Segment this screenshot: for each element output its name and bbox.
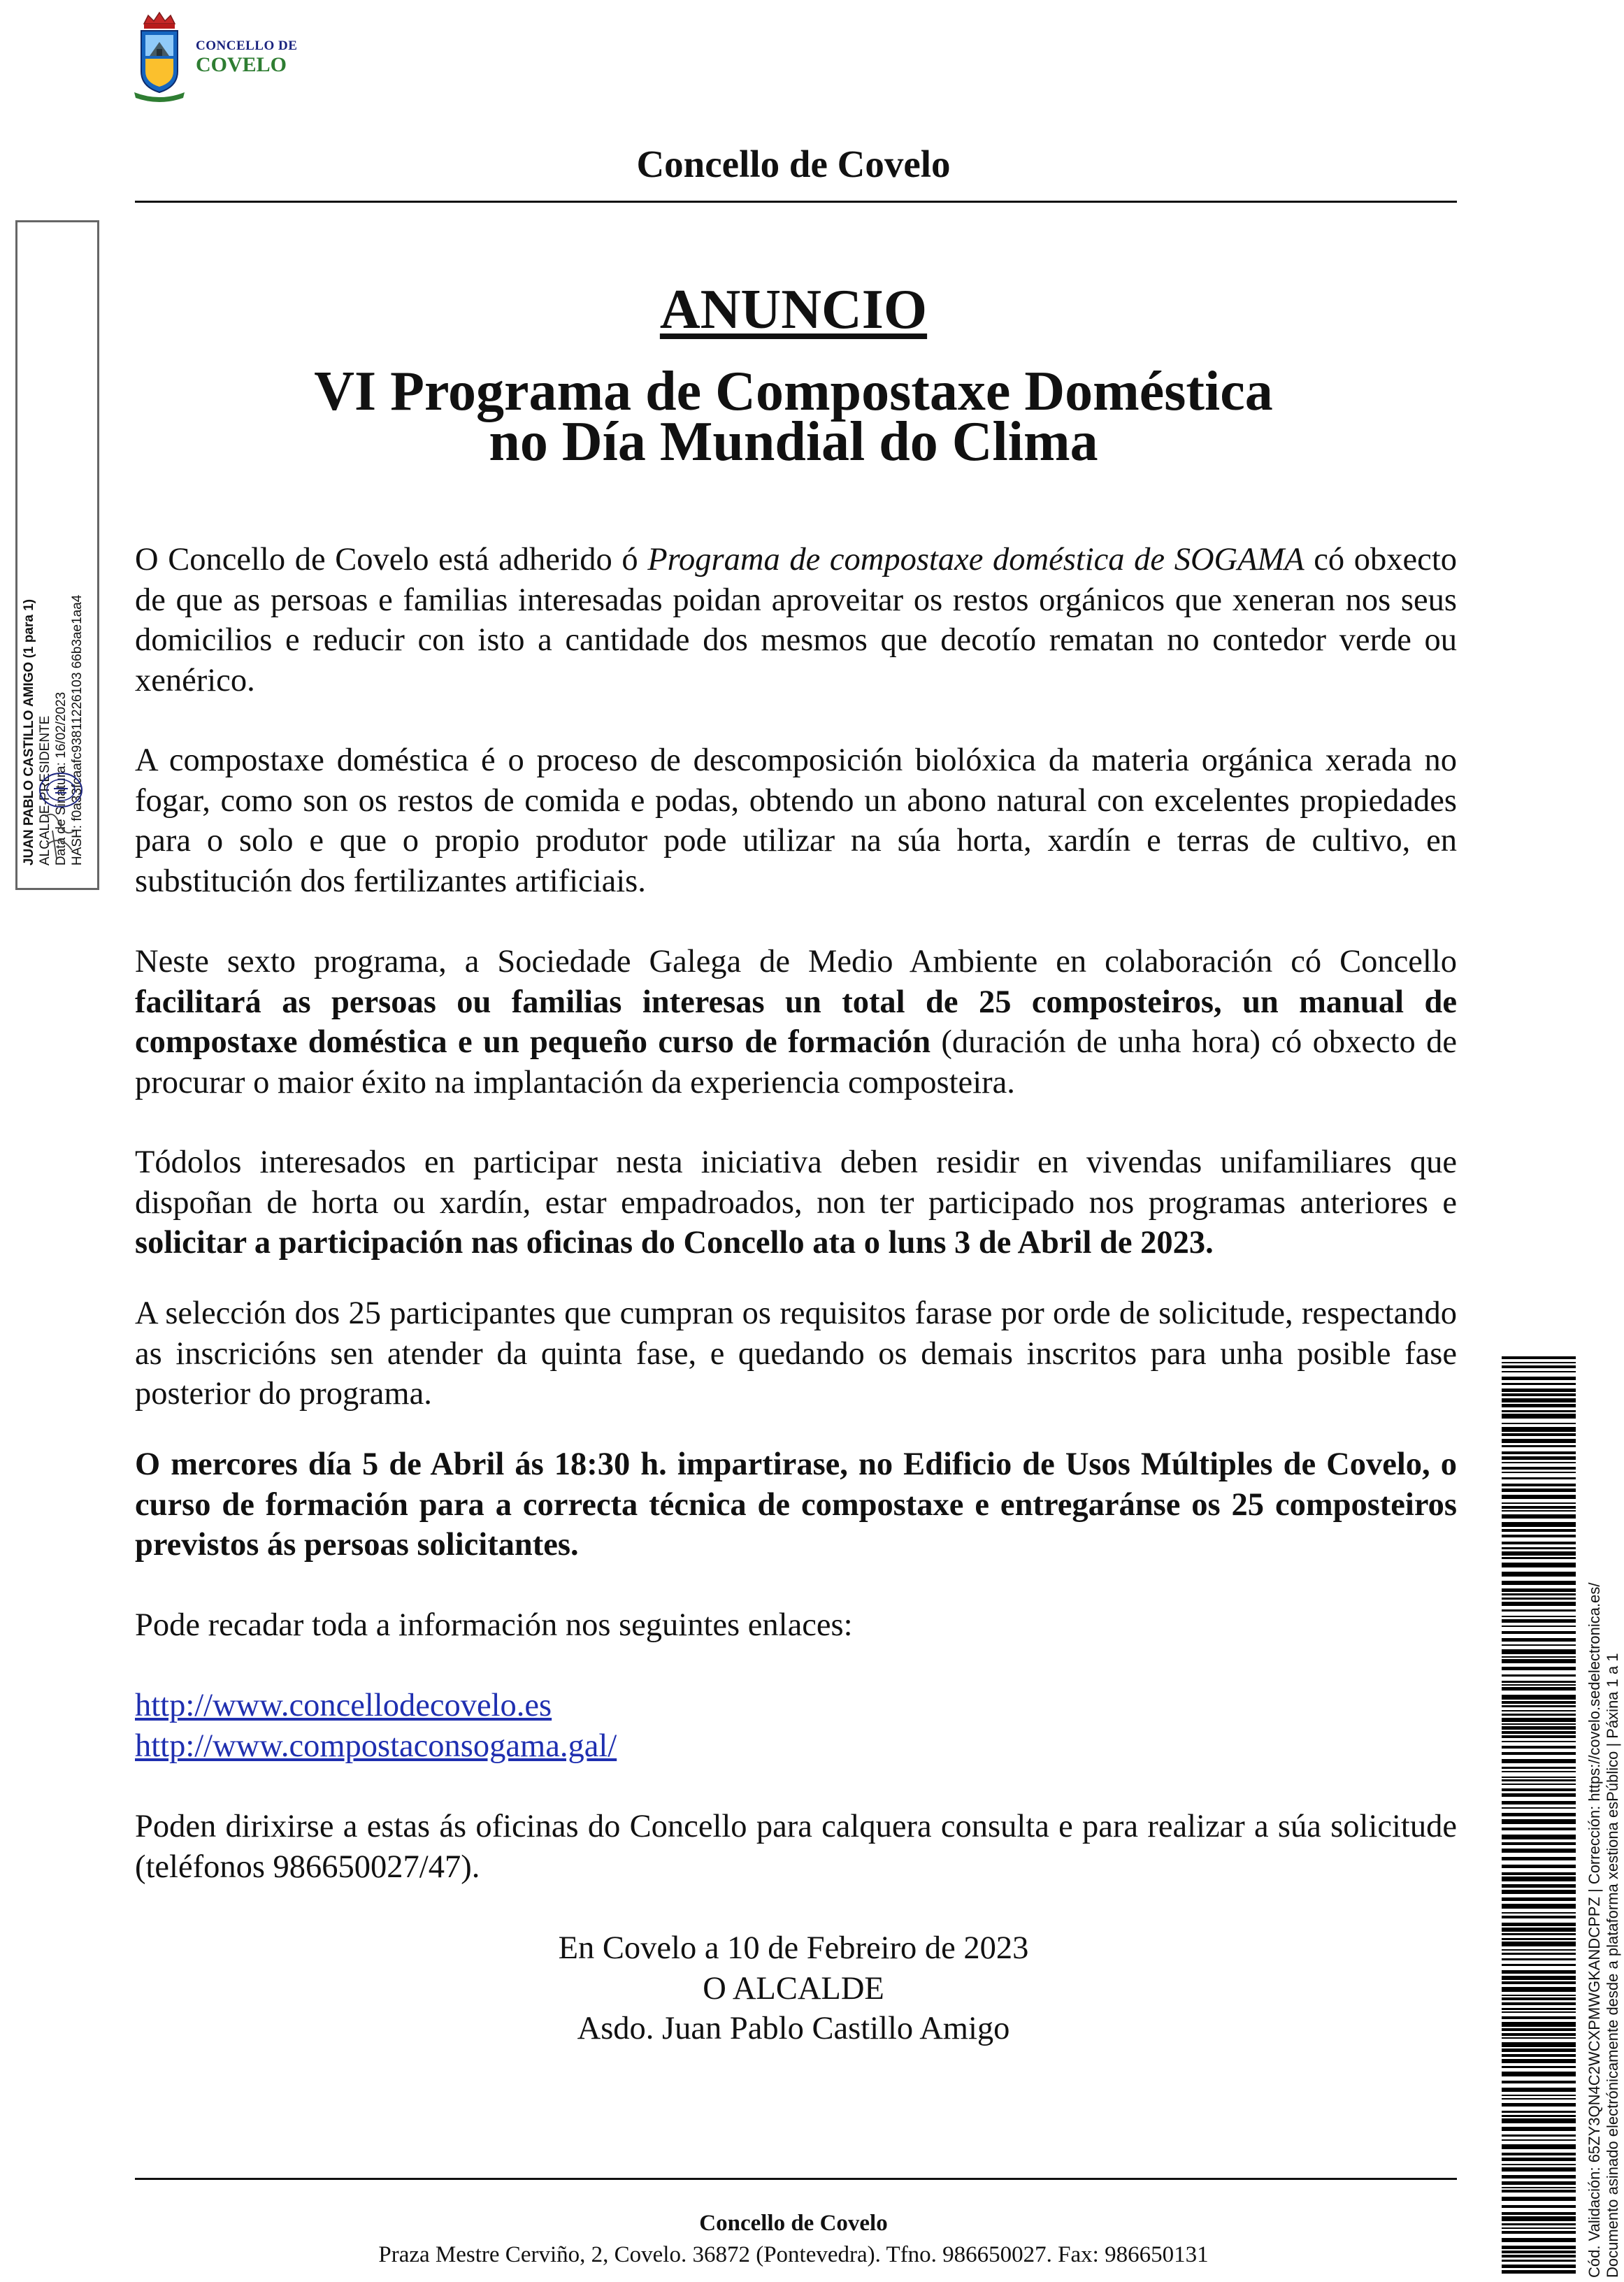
header-divider — [135, 201, 1457, 203]
p6-text-bold: O mercores día 5 de Abril ás 18:30 h. impartirase, no Edificio de Usos Múltiples de Covelo, o curso de formación para a correcta técnica de compostaxe e entregaránse os 25 composteiros previstos ás persoas solicitantes. — [135, 1447, 1457, 1563]
paragraph-course — [135, 1444, 1457, 1565]
paragraph-selection — [135, 1293, 1457, 1414]
document-subtitle — [0, 361, 1587, 473]
paragraph-contact — [135, 1807, 1457, 1887]
p2-text: A compostaxe doméstica é o proceso de descomposición biolóxica da materia orgánica xerada no fogar, como son os restos de comida e podas, obtendo un abono natural con excelentes propiedades para o solo e que o propio produtor pode utilizar na súa horta, xardín e terras de cultivo, en substitución dos fertilizantes artificiais. — [135, 742, 1457, 899]
p3-text-bold: facilitará as persoas ou familias interesas un total de 25 composteiros, un manual de compostaxe doméstica e un pequeño curso de formación — [135, 984, 1457, 1060]
p7-text: Pode recadar toda a información nos seguintes enlaces: — [135, 1607, 853, 1643]
signature-block — [0, 1928, 1587, 2049]
signer-name: JUAN PABLO CASTILLO AMIGO (1 para 1) — [22, 598, 36, 866]
logo-text-line2: COVELO — [196, 53, 287, 76]
header-title: Concello de Covelo — [636, 143, 951, 185]
official-seal-icon — [33, 768, 89, 873]
p8-text: Poden dirixirse a estas ás oficinas do Concello para calquera consulta e para realizar a súa solicitude (teléfonos 986650027/47). — [135, 1809, 1457, 1885]
barcode-icon — [1502, 1356, 1576, 2276]
signature-name: Asdo. Juan Pablo Castillo Amigo — [577, 2011, 1010, 2046]
p4-text-a: Tódolos interesados en participar nesta iniciativa deben residir en vivendas unifamiliares que dispoñan de horta ou xardín, estar empadroados, non ter participado nos programas anteriores e — [135, 1144, 1457, 1221]
validation-text — [1586, 1334, 1622, 2278]
logo-text-line1: CONCELLO DE — [196, 38, 298, 53]
paragraph-intro — [135, 540, 1457, 701]
p3-text-b: (duración de unha hora) có obxecto de procurar o maior éxito na implantación da experiencia composteira. — [135, 1024, 1457, 1100]
signature-hash: HASH: f0a33fcaafc93811226103 66b3ae1aa4 — [70, 594, 85, 866]
p3-text-a: Neste sexto programa, a Sociedade Galega de Medio Ambiente en colaboración có Concello — [135, 944, 1457, 979]
signature-place-date: En Covelo a 10 de Febreiro de 2023 — [558, 1930, 1029, 1966]
footer-name: Concello de Covelo — [699, 2211, 888, 2236]
signature-date: Data de Sinatura: 16/02/2023 — [54, 691, 69, 866]
footer-address: Praza Mestre Cerviño, 2, Covelo. 36872 (Pontevedra). Tfno. 986650027. Fax: 986650131 — [378, 2242, 1209, 2267]
document-heading: ANUNCIO — [659, 279, 928, 340]
p4-text-bold: solicitar a participación nas oficinas do Concello ata o luns 3 de Abril de 2023. — [135, 1225, 1214, 1261]
p5-text: A selección dos 25 participantes que cumpran os requisitos farase por orde de solicitude, respectando as inscricións sen atender da quinta fase, e quedando os demais inscritos para unha posible fase posterior do programa. — [135, 1296, 1457, 1412]
p1-program-name: Programa de compostaxe doméstica de SOGAMA — [647, 542, 1305, 577]
validation-line-2: Documento asinado electrónicamente desde a plataforma xestiona esPúblico | Páxina 1 a 1 — [1604, 1653, 1621, 2278]
footer-divider — [135, 2178, 1457, 2180]
p1-text-a: O Concello de Covelo está adherido ó — [135, 542, 648, 577]
electronic-signature-box — [15, 220, 99, 890]
link-concello[interactable]: http://www.concellodecovelo.es — [135, 1688, 552, 1723]
paragraph-program — [135, 942, 1457, 1103]
signer-role: ALCALDE-PRESIDENTE — [38, 715, 52, 866]
subtitle-line-1: VI Programa de Compostaxe Doméstica — [314, 361, 1273, 422]
paragraph-requirements — [135, 1142, 1457, 1263]
p1-text-b: có obxecto de que as persoas e familias interesadas poidan aproveitar os restos orgánicos que xeneran nos seus domicilios e reducir con isto a cantidade dos mesmos que decotío rematan no contedor verde ou xenérico. — [135, 542, 1457, 698]
link-compostaconsogama[interactable]: http://www.compostaconsogama.gal/ — [135, 1728, 617, 1764]
signature-role: O ALCALDE — [703, 1970, 884, 2007]
subtitle-line-2: no Día Mundial do Clima — [489, 411, 1098, 473]
links-list — [135, 1686, 617, 1766]
paragraph-definition — [135, 740, 1457, 901]
paragraph-info — [135, 1605, 1457, 1646]
validation-line-1: Cód. Validación: 65ZY3QN4C2WCXPMWGKANDCPPZ | Corrección: https://covelo.sedelectronica.es/ — [1586, 1582, 1603, 2278]
